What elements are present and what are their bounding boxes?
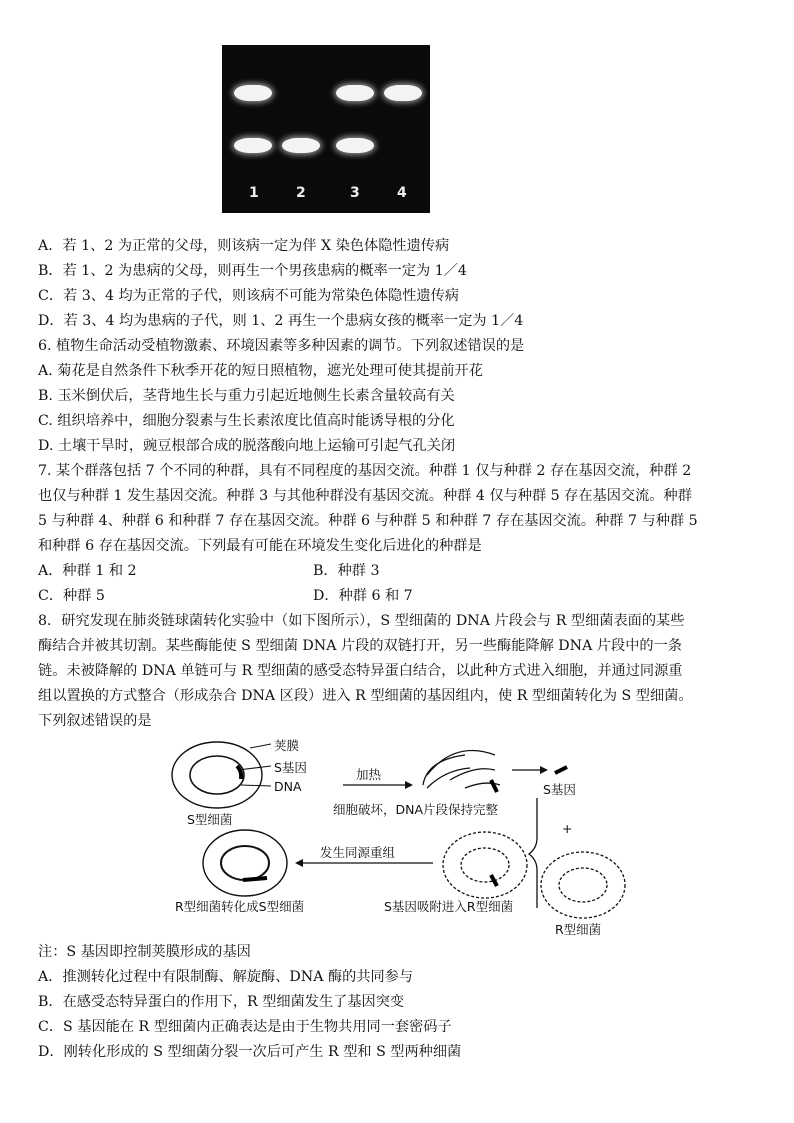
q8-option-b: B．在感受态特异蛋白的作用下，R 型细菌发生了基因突变 bbox=[38, 994, 405, 1010]
q7-stem-line: 7. 某个群落包括 7 个不同的种群，具有不同程度的基因交流。种群 1 仅与种群 2 存在基因交流，种群 2 bbox=[38, 463, 692, 479]
gel-band bbox=[336, 138, 374, 153]
q8-stem-line: 8．研究发现在肺炎链球菌转化实验中（如下图所示），S 型细菌的 DNA 片段会与 R 型细菌表面的某些 bbox=[38, 613, 685, 629]
capsule-pointer bbox=[250, 744, 271, 748]
q8-stem-line: 链。未被降解的 DNA 单链可与 R 型细菌的感受态特异蛋白结合，以此种方式进入细胞，并通过同源重 bbox=[38, 663, 683, 679]
gel-band bbox=[336, 85, 374, 101]
gel-band bbox=[234, 85, 272, 101]
q8-stem-line: 组以置换的方式整合（形成杂合 DNA 区段）进入 R 型细菌的基因组内，使 R 型细菌转化为 S 型细菌。 bbox=[38, 688, 693, 704]
lane-label: 2 bbox=[296, 185, 306, 201]
q8-option-d: D．刚转化形成的 S 型细菌分裂一次后可产生 R 型和 S 型两种细菌 bbox=[38, 1044, 462, 1060]
s-cell-label: S型细菌 bbox=[187, 812, 233, 827]
q5-option-a: A．若 1、2 为正常的父母，则该病一定为伴 X 染色体隐性遗传病 bbox=[38, 238, 450, 254]
gel-electrophoresis-image bbox=[222, 45, 430, 213]
s-cell-drawing bbox=[172, 742, 262, 808]
adsorbed-cell-drawing bbox=[443, 832, 527, 898]
transformed-cell-drawing bbox=[203, 830, 287, 896]
q6-option-d: D. 土壤干旱时，豌豆根部合成的脱落酸向地上运输可引起气孔关闭 bbox=[38, 438, 456, 454]
q8-note: 注：S 基因即控制荚膜形成的基因 bbox=[38, 944, 251, 960]
q7-option-b: B．种群 3 bbox=[313, 563, 380, 579]
gel-band bbox=[282, 138, 320, 153]
lane-label: 3 bbox=[350, 185, 360, 201]
q7-stem-line: 也仅与种群 1 发生基因交流。种群 3 与其他种群没有基因交流。种群 4 仅与种群 5 存在基因交流。种群 bbox=[38, 488, 692, 504]
lane-label: 1 bbox=[249, 185, 259, 201]
capsule-label: 荚膜 bbox=[274, 738, 300, 753]
plus-sign: + bbox=[562, 821, 573, 836]
q6-option-b: B. 玉米倒伏后，茎背地生长与重力引起近地侧生长素含量较高有关 bbox=[38, 388, 455, 404]
broken-cell-drawing bbox=[423, 751, 500, 793]
release-arrow bbox=[512, 766, 567, 774]
q6-option-c: C. 组织培养中，细胞分裂素与生长素浓度比值高时能诱导根的分化 bbox=[38, 413, 455, 429]
recombination-label: 发生同源重组 bbox=[320, 845, 396, 860]
q8-option-a: A．推测转化过程中有限制酶、解旋酶、DNA 酶的共同参与 bbox=[38, 969, 414, 985]
q5-option-c: C．若 3、4 均为正常的子代，则该病不可能为常染色体隐性遗传病 bbox=[38, 288, 459, 304]
q7-option-a: A．种群 1 和 2 bbox=[38, 563, 137, 579]
q7-option-d: D．种群 6 和 7 bbox=[313, 588, 413, 604]
r-cell-drawing bbox=[541, 852, 625, 918]
r-cell-label: R型细菌 bbox=[555, 922, 602, 937]
transformed-cell-label: R型细菌转化成S型细菌 bbox=[175, 899, 305, 914]
q8-stem-line: 下列叙述错误的是 bbox=[38, 713, 152, 729]
q7-stem-line: 5 与种群 4、种群 6 和种群 7 存在基因交流。种群 6 与种群 5 和种群 7 存在基因交流。种群 7 与种群 5 bbox=[38, 513, 698, 529]
gel-band bbox=[234, 138, 272, 153]
q6-option-a: A. 菊花是自然条件下秋季开花的短日照植物，遮光处理可使其提前开花 bbox=[38, 363, 483, 379]
q8-option-c: C．S 基因能在 R 型细菌内正确表达是由于生物共用同一套密码子 bbox=[38, 1019, 452, 1035]
dna-pointer bbox=[241, 785, 271, 786]
q6-stem: 6. 植物生命活动受植物激素、环境因素等多种因素的调节。下列叙述错误的是 bbox=[38, 338, 525, 354]
q5-option-b: B．若 1、2 为患病的父母，则再生一个男孩患病的概率一定为 1／4 bbox=[38, 263, 467, 279]
heat-label: 加热 bbox=[356, 767, 382, 782]
lane-label: 4 bbox=[397, 185, 407, 201]
bracket bbox=[529, 798, 537, 908]
q7-stem-line: 和种群 6 存在基因交流。下列最有可能在环境发生变化后进化的种群是 bbox=[38, 538, 482, 554]
q7-option-c: C．种群 5 bbox=[38, 588, 105, 604]
gel-band bbox=[384, 85, 422, 101]
cell-break-note: 细胞破坏，DNA片段保持完整 bbox=[333, 802, 499, 817]
s-gene-fragment-label: S基因 bbox=[543, 782, 576, 797]
s-gene-label: S基因 bbox=[274, 760, 307, 775]
adsorb-label: S基因吸附进入R型细菌 bbox=[384, 899, 514, 914]
q5-option-d: D．若 3、4 均为患病的子代，则 1、2 再生一个患病女孩的概率一定为 1／4 bbox=[38, 313, 524, 329]
q8-stem-line: 酶结合并被其切割。某些酶能使 S 型细菌 DNA 片段的双链打开，另一些酶能降解 DNA 片段中的一条 bbox=[38, 638, 682, 654]
dna-label: DNA bbox=[274, 779, 302, 794]
